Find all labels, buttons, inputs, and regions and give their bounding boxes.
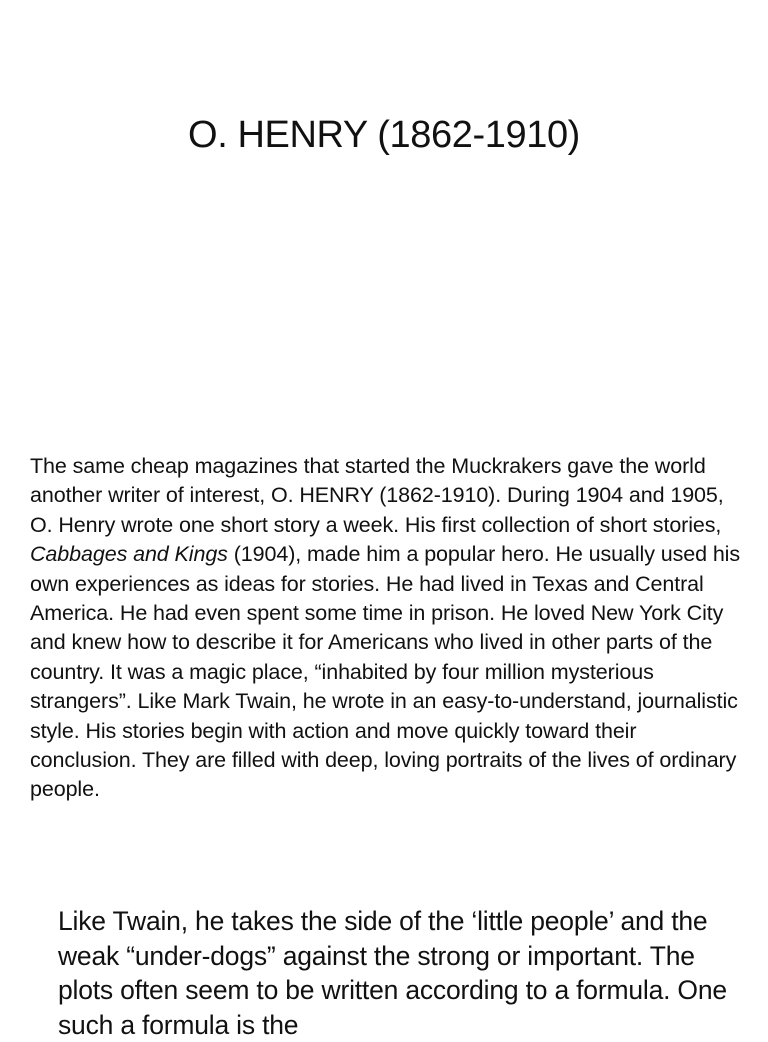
book-title: Cabbages and Kings [30,542,228,567]
body-text-part1: The same cheap magazines that started the Muckrakers gave the world another writer of interest, O. HENRY (1862-1910). During 1904 and 1905, O. Henry wrote one short story a week. His first collection of short stories, [30,454,724,537]
second-slide-paragraph: Like Twain, he takes the side of the ‘little people’ and the weak “under-dogs” against the strong or important. The plots often seem to be written according to a formula. One such a formula is the [58,906,727,1040]
slide-title: O. HENRY (1862-1910) [188,114,580,156]
body-paragraph [30,452,742,805]
body-text-part2: (1904), made him a popular hero. He usually used his own experiences as ideas for stories. He had lived in Texas and Central America. He had even spent some time in prison. He loved New York City and knew how to describe it for Americans who lived in other parts of the country. It was a magic place, “inhabited by four million mysterious strangers”. Like Mark Twain, he wrote in an easy-to-understand, journalistic style. His stories begin with action and move quickly toward their conclusion. They are filled with deep, loving portraits of the lives of ordinary people. [30,542,741,802]
